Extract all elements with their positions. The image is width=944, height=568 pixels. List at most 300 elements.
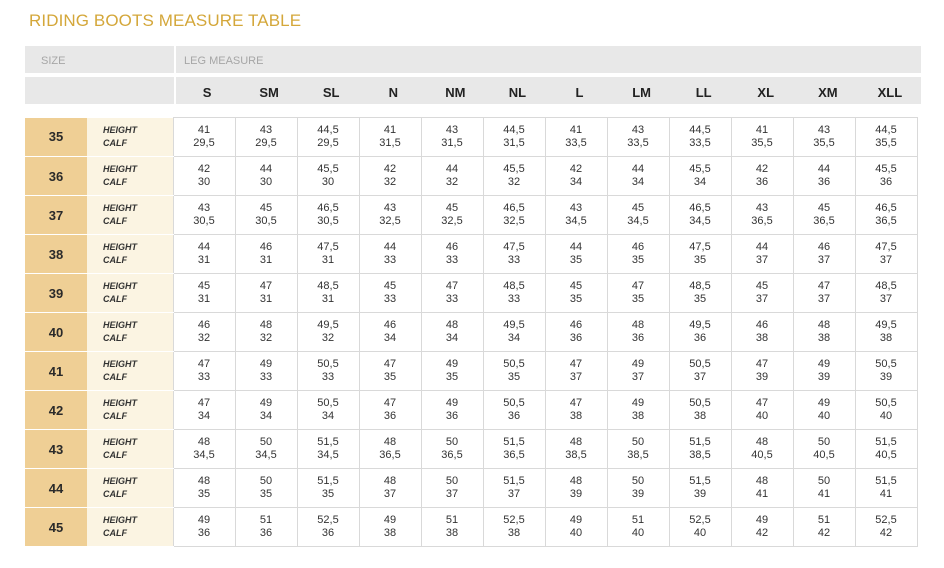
measure-cell xyxy=(421,313,483,352)
height-value: 47 xyxy=(569,358,583,370)
calf-value: 37 xyxy=(693,371,707,383)
calf-value: 38,5 xyxy=(627,449,649,461)
calf-value: 35 xyxy=(569,254,583,266)
size-cell: 39 xyxy=(25,274,87,313)
page-title: RIDING BOOTS MEASURE TABLE xyxy=(29,11,302,30)
measure-cell xyxy=(669,508,731,547)
measure-cell xyxy=(421,469,483,508)
height-value: 52,5 xyxy=(503,514,525,526)
size-cell: 37 xyxy=(25,196,87,235)
height-value: 48 xyxy=(197,475,211,487)
measure-cell xyxy=(173,157,235,196)
calf-value: 33 xyxy=(383,293,397,305)
height-value: 44,5 xyxy=(875,124,897,136)
measure-cell xyxy=(173,274,235,313)
height-value: 51,5 xyxy=(317,475,339,487)
measure-cell xyxy=(421,352,483,391)
measure-cell xyxy=(731,352,793,391)
calf-value: 29,5 xyxy=(317,137,339,149)
height-value: 49 xyxy=(631,397,645,409)
measure-cell xyxy=(235,274,297,313)
height-value: 43 xyxy=(259,124,273,136)
calf-value: 34,5 xyxy=(193,449,215,461)
calf-value: 35 xyxy=(507,371,521,383)
table-row xyxy=(25,274,917,313)
calf-value: 34 xyxy=(631,176,645,188)
measure-cell xyxy=(297,430,359,469)
height-value: 51,5 xyxy=(503,436,525,448)
height-value: 41 xyxy=(383,124,397,136)
measure-cell xyxy=(483,313,545,352)
height-value: 50,5 xyxy=(503,358,525,370)
measure-cell xyxy=(793,430,855,469)
measure-label-cell xyxy=(87,469,173,508)
measure-cell xyxy=(731,469,793,508)
calf-value: 29,5 xyxy=(255,137,277,149)
height-value: 45,5 xyxy=(689,163,711,175)
height-value: 46,5 xyxy=(317,202,339,214)
measure-cell xyxy=(235,508,297,547)
measure-cell xyxy=(731,508,793,547)
calf-value: 34,5 xyxy=(565,215,587,227)
measure-cell xyxy=(173,391,235,430)
calf-value: 38,5 xyxy=(565,449,587,461)
measure-cell xyxy=(359,469,421,508)
height-value: 45 xyxy=(445,202,459,214)
calf-value: 39 xyxy=(569,488,583,500)
calf-value: 35 xyxy=(321,488,335,500)
height-value: 51 xyxy=(259,514,273,526)
calf-value: 36,5 xyxy=(441,449,463,461)
measure-label-cell xyxy=(87,118,173,157)
calf-value: 40 xyxy=(755,410,769,422)
measure-cell xyxy=(545,430,607,469)
height-value: 45,5 xyxy=(317,163,339,175)
measure-cell xyxy=(359,352,421,391)
height-value: 46 xyxy=(197,319,211,331)
calf-value: 37 xyxy=(879,254,893,266)
measure-cell xyxy=(793,508,855,547)
height-label: HEIGHT xyxy=(103,359,138,369)
measure-cell xyxy=(669,391,731,430)
height-value: 47 xyxy=(817,280,831,292)
measure-label-cell xyxy=(87,196,173,235)
calf-value: 36,5 xyxy=(751,215,773,227)
measure-cell xyxy=(545,391,607,430)
measure-cell xyxy=(607,196,669,235)
table-row xyxy=(25,352,917,391)
measure-cell xyxy=(855,118,917,157)
size-cell: 43 xyxy=(25,430,87,469)
measure-cell xyxy=(855,196,917,235)
calf-value: 32,5 xyxy=(503,215,525,227)
calf-label: CALF xyxy=(103,411,127,421)
height-value: 52,5 xyxy=(875,514,897,526)
measure-cell xyxy=(421,430,483,469)
height-value: 42 xyxy=(569,163,583,175)
measure-cell xyxy=(235,469,297,508)
calf-value: 33 xyxy=(383,254,397,266)
height-value: 47 xyxy=(755,358,769,370)
height-value: 44,5 xyxy=(503,124,525,136)
height-label: HEIGHT xyxy=(103,515,138,525)
measure-cell xyxy=(359,157,421,196)
measure-cell xyxy=(607,508,669,547)
table-row xyxy=(25,118,917,157)
height-value: 49 xyxy=(445,358,459,370)
height-value: 50,5 xyxy=(317,397,339,409)
height-value: 50,5 xyxy=(875,358,897,370)
calf-value: 33 xyxy=(197,371,211,383)
table-row xyxy=(25,313,917,352)
calf-value: 32,5 xyxy=(379,215,401,227)
height-value: 42 xyxy=(383,163,397,175)
calf-value: 35,5 xyxy=(875,137,897,149)
height-value: 42 xyxy=(197,163,211,175)
calf-value: 41 xyxy=(755,488,769,500)
height-value: 43 xyxy=(569,202,583,214)
calf-value: 38 xyxy=(507,527,521,539)
measure-cell xyxy=(483,430,545,469)
measure-cell xyxy=(545,352,607,391)
height-label: HEIGHT xyxy=(103,242,138,252)
measure-cell xyxy=(855,391,917,430)
calf-value: 37 xyxy=(569,371,583,383)
height-value: 41 xyxy=(755,124,769,136)
measure-cell xyxy=(669,196,731,235)
height-value: 50,5 xyxy=(689,397,711,409)
column-header: NL xyxy=(508,85,527,100)
calf-value: 38 xyxy=(445,527,459,539)
measure-cell xyxy=(855,508,917,547)
table-row xyxy=(25,469,917,508)
measure-cell xyxy=(359,430,421,469)
calf-value: 30,5 xyxy=(317,215,339,227)
height-value: 45 xyxy=(259,202,273,214)
calf-value: 33 xyxy=(507,254,521,266)
height-value: 47 xyxy=(445,280,459,292)
measure-cell xyxy=(235,352,297,391)
leg-measure-header: LEG MEASURE xyxy=(176,46,921,73)
height-value: 48 xyxy=(383,436,397,448)
measure-cell xyxy=(297,235,359,274)
height-value: 48 xyxy=(755,475,769,487)
measure-cell xyxy=(359,196,421,235)
calf-value: 33 xyxy=(445,293,459,305)
calf-value: 34 xyxy=(197,410,211,422)
measure-cell xyxy=(173,352,235,391)
height-value: 46 xyxy=(569,319,583,331)
measure-cell xyxy=(297,313,359,352)
calf-value: 35 xyxy=(631,293,645,305)
height-value: 48,5 xyxy=(875,280,897,292)
measure-cell xyxy=(793,391,855,430)
measure-cell xyxy=(359,118,421,157)
table-row xyxy=(25,508,917,547)
measure-label-cell xyxy=(87,235,173,274)
calf-value: 31 xyxy=(259,293,273,305)
table-row xyxy=(25,391,917,430)
measure-cell xyxy=(173,508,235,547)
measure-cell xyxy=(731,430,793,469)
calf-value: 36 xyxy=(445,410,459,422)
calf-value: 37 xyxy=(507,488,521,500)
calf-value: 35 xyxy=(693,293,707,305)
calf-value: 34,5 xyxy=(255,449,277,461)
calf-label: CALF xyxy=(103,137,127,148)
measure-cell xyxy=(359,313,421,352)
height-value: 50,5 xyxy=(689,358,711,370)
height-value: 48 xyxy=(755,436,769,448)
measure-cell xyxy=(607,118,669,157)
measure-cell xyxy=(235,118,297,157)
measure-cell xyxy=(607,391,669,430)
calf-value: 32,5 xyxy=(441,215,463,227)
calf-value: 40,5 xyxy=(875,449,897,461)
measure-cell xyxy=(855,235,917,274)
height-value: 51,5 xyxy=(689,475,711,487)
height-label: HEIGHT xyxy=(103,476,138,486)
measure-cell xyxy=(483,352,545,391)
height-value: 47,5 xyxy=(689,241,711,253)
height-value: 43 xyxy=(631,124,645,136)
calf-value: 34 xyxy=(383,332,397,344)
height-value: 43 xyxy=(445,124,459,136)
calf-value: 34 xyxy=(321,410,335,422)
table-row xyxy=(25,196,917,235)
calf-value: 30 xyxy=(197,176,211,188)
height-value: 44 xyxy=(817,163,831,175)
calf-value: 40 xyxy=(693,527,707,539)
calf-value: 38 xyxy=(693,410,707,422)
calf-value: 36 xyxy=(569,332,583,344)
measure-cell xyxy=(855,430,917,469)
height-value: 50 xyxy=(445,475,459,487)
height-value: 51,5 xyxy=(875,436,897,448)
size-cell: 41 xyxy=(25,352,87,391)
calf-value: 36 xyxy=(321,527,335,539)
measure-cell xyxy=(731,196,793,235)
column-header: SM xyxy=(259,85,279,100)
height-value: 43 xyxy=(817,124,831,136)
measure-cell xyxy=(173,430,235,469)
calf-value: 34,5 xyxy=(317,449,339,461)
calf-value: 36 xyxy=(755,176,769,188)
table-row xyxy=(25,157,917,196)
height-value: 42 xyxy=(755,163,769,175)
column-header: LL xyxy=(695,85,712,100)
calf-value: 37 xyxy=(879,293,893,305)
measure-label-cell xyxy=(87,508,173,547)
column-header: N xyxy=(388,85,398,100)
calf-value: 34 xyxy=(507,332,521,344)
column-header: LM xyxy=(632,85,651,100)
height-value: 47,5 xyxy=(317,241,339,253)
height-value: 48 xyxy=(569,475,583,487)
calf-value: 36 xyxy=(507,410,521,422)
height-value: 49 xyxy=(445,397,459,409)
height-value: 46,5 xyxy=(689,202,711,214)
column-header: XLL xyxy=(877,85,903,100)
measure-label-cell xyxy=(87,430,173,469)
measure-cell xyxy=(173,118,235,157)
calf-label: CALF xyxy=(103,489,127,499)
measure-cell xyxy=(173,469,235,508)
calf-value: 35 xyxy=(631,254,645,266)
calf-value: 36 xyxy=(631,332,645,344)
calf-value: 41 xyxy=(879,488,893,500)
calf-value: 33,5 xyxy=(565,137,587,149)
measure-label-cell xyxy=(87,274,173,313)
size-header: SIZE xyxy=(25,46,174,73)
calf-value: 38 xyxy=(631,410,645,422)
height-value: 52,5 xyxy=(689,514,711,526)
height-value: 45 xyxy=(631,202,645,214)
height-value: 49,5 xyxy=(875,319,897,331)
measure-cell xyxy=(545,274,607,313)
calf-value: 30,5 xyxy=(255,215,277,227)
measure-cell xyxy=(359,508,421,547)
measure-cell xyxy=(173,313,235,352)
calf-value: 32 xyxy=(507,176,521,188)
height-value: 48 xyxy=(197,436,211,448)
size-cell: 40 xyxy=(25,313,87,352)
measure-cell xyxy=(421,508,483,547)
height-value: 51,5 xyxy=(689,436,711,448)
height-value: 50 xyxy=(445,436,459,448)
measure-cell xyxy=(483,508,545,547)
measure-cell xyxy=(855,157,917,196)
column-header: XL xyxy=(757,85,775,100)
height-value: 44 xyxy=(569,241,583,253)
calf-value: 30 xyxy=(321,176,335,188)
measure-label-cell xyxy=(87,157,173,196)
measure-cell xyxy=(607,352,669,391)
height-value: 44 xyxy=(259,163,273,175)
calf-value: 35 xyxy=(445,371,459,383)
measure-cell xyxy=(855,469,917,508)
calf-value: 33 xyxy=(507,293,521,305)
measure-cell xyxy=(793,469,855,508)
calf-value: 34 xyxy=(569,176,583,188)
calf-value: 40,5 xyxy=(813,449,835,461)
measure-cell xyxy=(483,196,545,235)
measure-cell xyxy=(235,157,297,196)
height-value: 51,5 xyxy=(317,436,339,448)
calf-value: 40 xyxy=(817,410,831,422)
measure-cell xyxy=(297,391,359,430)
calf-value: 35 xyxy=(259,488,273,500)
height-value: 50,5 xyxy=(875,397,897,409)
measure-cell xyxy=(297,274,359,313)
measure-cell xyxy=(545,118,607,157)
measure-cell xyxy=(297,196,359,235)
calf-value: 39 xyxy=(693,488,707,500)
calf-value: 37 xyxy=(383,488,397,500)
height-value: 47 xyxy=(197,397,211,409)
calf-value: 32 xyxy=(445,176,459,188)
measure-cell xyxy=(421,157,483,196)
measure-cell xyxy=(235,430,297,469)
height-label: HEIGHT xyxy=(103,437,138,447)
calf-label: CALF xyxy=(103,255,127,265)
measure-cell xyxy=(669,118,731,157)
calf-value: 37 xyxy=(445,488,459,500)
measure-cell xyxy=(793,157,855,196)
height-value: 47 xyxy=(197,358,211,370)
height-value: 49 xyxy=(259,358,273,370)
calf-label: CALF xyxy=(103,177,127,187)
calf-value: 31,5 xyxy=(379,137,401,149)
calf-label: CALF xyxy=(103,333,127,343)
calf-value: 34 xyxy=(693,176,707,188)
measure-cell xyxy=(359,274,421,313)
calf-value: 38 xyxy=(383,527,397,539)
measure-cell xyxy=(545,469,607,508)
calf-label: CALF xyxy=(103,450,127,460)
calf-label: CALF xyxy=(103,294,127,304)
height-value: 44 xyxy=(383,241,397,253)
height-value: 48 xyxy=(445,319,459,331)
height-value: 47 xyxy=(569,397,583,409)
height-value: 47,5 xyxy=(503,241,525,253)
measure-label-cell xyxy=(87,313,173,352)
height-value: 44,5 xyxy=(317,124,339,136)
measure-cell xyxy=(359,391,421,430)
measure-cell xyxy=(669,352,731,391)
measure-cell xyxy=(793,352,855,391)
calf-value: 34 xyxy=(445,332,459,344)
height-value: 48,5 xyxy=(317,280,339,292)
measure-cell xyxy=(421,118,483,157)
measure-cell xyxy=(235,313,297,352)
measure-cell xyxy=(235,391,297,430)
height-value: 47 xyxy=(259,280,273,292)
height-value: 44 xyxy=(755,241,769,253)
calf-value: 36,5 xyxy=(875,215,897,227)
calf-value: 36 xyxy=(259,527,273,539)
calf-value: 35,5 xyxy=(751,137,773,149)
measure-cell xyxy=(731,157,793,196)
table-row xyxy=(25,430,917,469)
calf-value: 37 xyxy=(755,293,769,305)
calf-value: 40 xyxy=(569,527,583,539)
measure-cell xyxy=(421,391,483,430)
height-value: 41 xyxy=(197,124,211,136)
height-value: 45 xyxy=(197,280,211,292)
calf-value: 36 xyxy=(693,332,707,344)
measure-cell xyxy=(669,469,731,508)
calf-label: CALF xyxy=(103,372,127,382)
height-value: 52,5 xyxy=(317,514,339,526)
calf-value: 33 xyxy=(445,254,459,266)
measure-cell xyxy=(855,352,917,391)
calf-value: 31 xyxy=(197,254,211,266)
calf-value: 40 xyxy=(631,527,645,539)
measure-cell xyxy=(235,196,297,235)
calf-value: 29,5 xyxy=(193,137,215,149)
measure-cell xyxy=(297,508,359,547)
calf-value: 42 xyxy=(817,527,831,539)
calf-value: 38 xyxy=(569,410,583,422)
height-value: 48 xyxy=(569,436,583,448)
height-value: 50 xyxy=(631,475,645,487)
size-cell: 42 xyxy=(25,391,87,430)
measure-cell xyxy=(297,352,359,391)
calf-value: 34,5 xyxy=(627,215,649,227)
height-value: 46,5 xyxy=(503,202,525,214)
measure-cell xyxy=(297,118,359,157)
